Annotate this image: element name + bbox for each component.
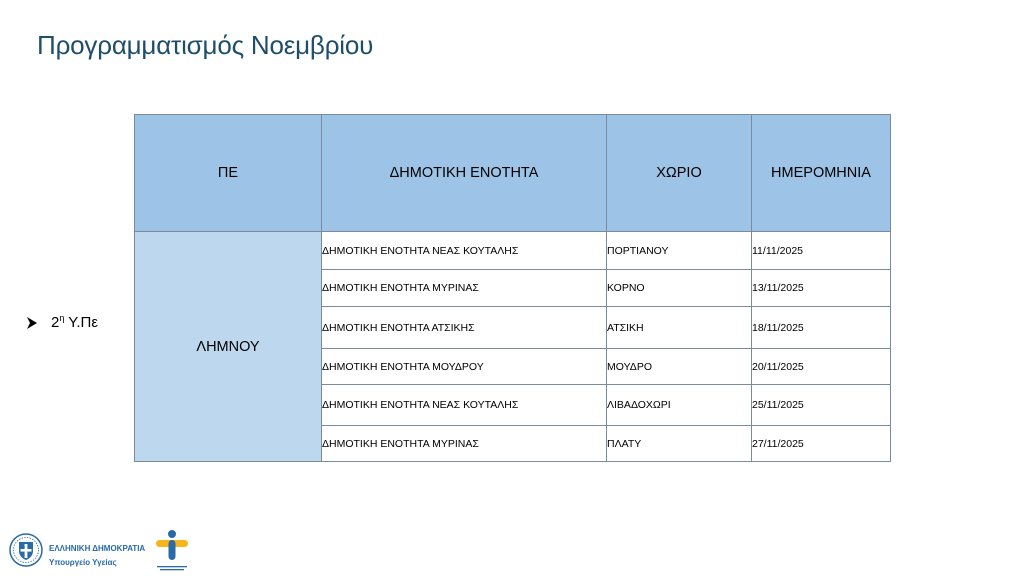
table-header-row bbox=[135, 115, 891, 232]
municipal-unit-cell: ΔΗΜΟΤΙΚΗ ΕΝΟΤΗΤΑ ΑΤΣΙΚΗΣ bbox=[322, 307, 607, 349]
footer-line-1: ΕΛΛΗΝΙΚΗ ΔΗΜΟΚΡΑΤΙΑ bbox=[49, 544, 146, 553]
header-municipal-unit: ΔΗΜΟΤΙΚΗ ΕΝΟΤΗΤΑ bbox=[322, 115, 607, 232]
footer-ministry-text bbox=[49, 542, 145, 570]
date-cell: 20/11/2025 bbox=[752, 349, 891, 385]
municipal-unit-cell: ΔΗΜΟΤΙΚΗ ΕΝΟΤΗΤΑ ΝΕΑΣ ΚΟΥΤΑΛΗΣ bbox=[322, 385, 607, 426]
header-date: ΗΜΕΡΟΜΗΝΙΑ bbox=[752, 115, 891, 232]
schedule-table bbox=[134, 114, 891, 462]
municipal-unit-cell: ΔΗΜΟΤΙΚΗ ΕΝΟΤΗΤΑ ΜΥΡΙΝΑΣ bbox=[322, 426, 607, 462]
date-cell: 27/11/2025 bbox=[752, 426, 891, 462]
village-cell: ΠΟΡΤΙΑΝΟΥ bbox=[607, 232, 752, 270]
footer-line-2: Υπουργείο Υγείας bbox=[49, 558, 117, 567]
village-cell: ΛΙΒΑΔΟΧΩΡΙ bbox=[607, 385, 752, 426]
municipal-unit-cell: ΔΗΜΟΤΙΚΗ ΕΝΟΤΗΤΑ ΜΟΥΔΡΟΥ bbox=[322, 349, 607, 385]
date-cell: 18/11/2025 bbox=[752, 307, 891, 349]
municipal-unit-cell: ΔΗΜΟΤΙΚΗ ΕΝΟΤΗΤΑ ΝΕΑΣ ΚΟΥΤΑΛΗΣ bbox=[322, 232, 607, 270]
arrow-bullet-icon bbox=[27, 317, 37, 329]
date-cell: 11/11/2025 bbox=[752, 232, 891, 270]
date-cell: 13/11/2025 bbox=[752, 270, 891, 307]
header-village: ΧΩΡΙΟ bbox=[607, 115, 752, 232]
eody-logo-icon bbox=[152, 528, 192, 572]
pe-value-cell: ΛΗΜΝΟΥ bbox=[135, 232, 322, 462]
date-cell: 25/11/2025 bbox=[752, 385, 891, 426]
region-label: $2^\eta$ Υ.Πε bbox=[51, 313, 99, 331]
greek-coat-of-arms-icon bbox=[8, 532, 44, 568]
village-cell: ΑΤΣΙΚΗ bbox=[607, 307, 752, 349]
header-pe: ΠΕ bbox=[135, 115, 322, 232]
region-bullet bbox=[27, 314, 98, 331]
table-row bbox=[135, 232, 891, 270]
municipal-unit-cell: ΔΗΜΟΤΙΚΗ ΕΝΟΤΗΤΑ ΜΥΡΙΝΑΣ bbox=[322, 270, 607, 307]
village-cell: ΠΛΑΤΥ bbox=[607, 426, 752, 462]
village-cell: ΚΟΡΝΟ bbox=[607, 270, 752, 307]
village-cell: ΜΟΥΔΡΟ bbox=[607, 349, 752, 385]
page-title: Προγραμματισμός Νοεμβρίου bbox=[37, 30, 374, 60]
